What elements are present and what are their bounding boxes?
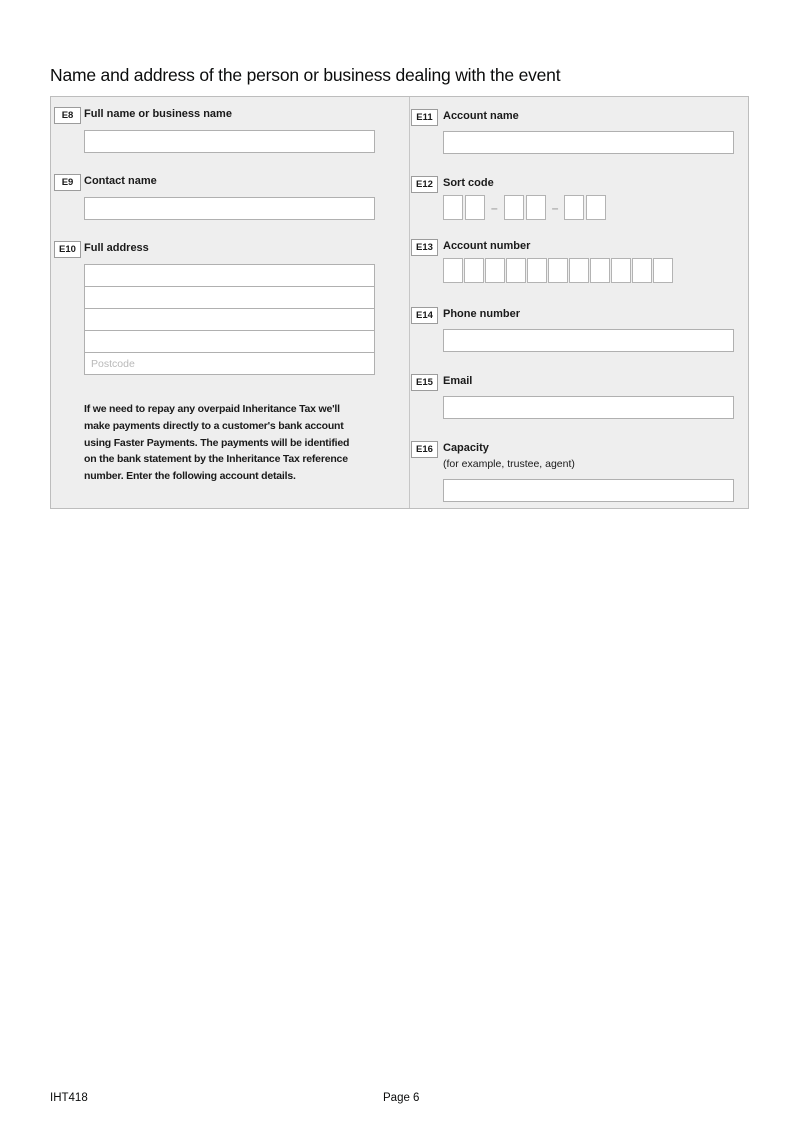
sort-code-dash: – xyxy=(491,200,498,215)
sort-code-group-2 xyxy=(504,195,548,220)
sort-code-boxes xyxy=(443,195,608,220)
sort-code-group-3 xyxy=(564,195,608,220)
digit-box[interactable] xyxy=(526,195,546,220)
field-label-capacity: Capacity xyxy=(443,442,489,454)
footer-page-number: Page 6 xyxy=(383,1092,420,1104)
digit-box[interactable] xyxy=(653,258,673,283)
field-ref-e11: E11 xyxy=(411,109,438,126)
field-ref-e10: E10 xyxy=(54,241,81,258)
digit-box[interactable] xyxy=(485,258,505,283)
field-ref-e15: E15 xyxy=(411,374,438,391)
account-name-input[interactable] xyxy=(443,131,734,154)
repayment-note-line: make payments directly to a customer's bank account xyxy=(84,419,344,432)
capacity-input[interactable] xyxy=(443,479,734,502)
repayment-note-line: If we need to repay any overpaid Inheritance Tax we'll xyxy=(84,403,340,415)
email-input[interactable] xyxy=(443,396,734,419)
phone-number-input[interactable] xyxy=(443,329,734,352)
form-panel xyxy=(50,96,749,509)
postcode-input[interactable] xyxy=(84,352,375,375)
field-ref-e8: E8 xyxy=(54,107,81,124)
repayment-note xyxy=(84,401,392,485)
digit-box[interactable] xyxy=(611,258,631,283)
address-line-2-input[interactable] xyxy=(84,286,375,309)
address-line-3-input[interactable] xyxy=(84,308,375,331)
digit-box[interactable] xyxy=(590,258,610,283)
column-divider xyxy=(409,97,410,508)
field-label-full-name: Full name or business name xyxy=(84,108,232,120)
digit-box[interactable] xyxy=(569,258,589,283)
field-ref-e12: E12 xyxy=(411,176,438,193)
field-label-account-name: Account name xyxy=(443,110,519,122)
digit-box[interactable] xyxy=(464,258,484,283)
digit-box[interactable] xyxy=(506,258,526,283)
digit-box[interactable] xyxy=(548,258,568,283)
full-name-input[interactable] xyxy=(84,130,375,153)
footer-form-id: IHT418 xyxy=(50,1092,88,1104)
sort-code-dash: – xyxy=(551,200,559,215)
digit-box[interactable] xyxy=(527,258,547,283)
field-label-phone-number: Phone number xyxy=(443,308,521,320)
contact-name-input[interactable] xyxy=(84,197,375,220)
field-label-full-address: Full address xyxy=(84,242,149,254)
digit-box[interactable] xyxy=(504,195,524,220)
digit-box[interactable] xyxy=(443,258,463,283)
digit-box[interactable] xyxy=(564,195,584,220)
field-label-contact-name: Contact name xyxy=(84,175,157,187)
address-line-1-input[interactable] xyxy=(84,264,375,287)
field-ref-e14: E14 xyxy=(411,307,438,324)
digit-box[interactable] xyxy=(586,195,606,220)
field-ref-e13: E13 xyxy=(411,239,438,256)
field-label-sort-code: Sort code xyxy=(443,177,494,189)
field-ref-e16: E16 xyxy=(411,441,438,458)
digit-box[interactable] xyxy=(443,195,463,220)
account-number-boxes xyxy=(443,258,674,283)
field-ref-e9: E9 xyxy=(54,174,81,191)
sort-code-group-1 xyxy=(443,195,487,220)
capacity-hint: (for example, trustee, agent) xyxy=(443,458,575,470)
digit-box[interactable] xyxy=(465,195,485,220)
page-title: Name and address of the person or business dealing with the event xyxy=(50,65,561,85)
digit-box[interactable] xyxy=(632,258,652,283)
field-label-account-number: Account number xyxy=(443,240,531,252)
field-label-email: Email xyxy=(443,375,473,387)
repayment-note-line: number. Enter the following account details. xyxy=(84,470,296,483)
address-line-4-input[interactable] xyxy=(84,330,375,353)
repayment-note-line: on the bank statement by the Inheritance Tax reference xyxy=(84,453,348,466)
repayment-note-line: using Faster Payments. The payments will be identified xyxy=(84,436,350,449)
